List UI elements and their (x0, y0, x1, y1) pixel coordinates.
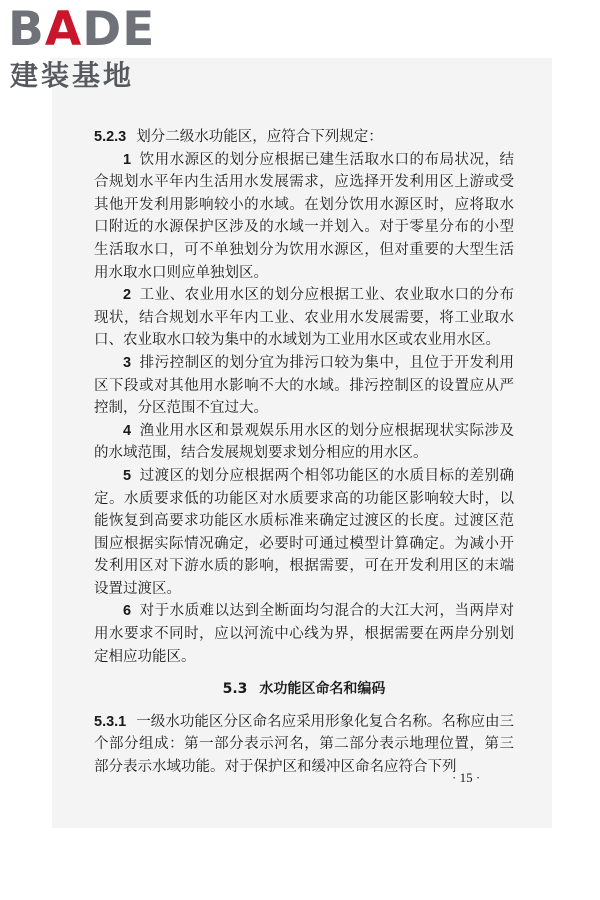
item-text: 饮用水源区的划分应根据已建生活取水口的布局状况，结合规划水平年内生活用水发展需求，应选择开发利用区上游或受其他开发利用影响较小的水域。在划分饮用水源区时，应将取水口附近的水源保护区涉及的水域一并划入。对于零星分布的小型生活取水口，可不单独划分为饮用水源区，但对重要的大型生活用水取水口则应单独划区。 (94, 151, 514, 281)
list-item-4 (94, 420, 514, 465)
logo-letters-de: DE (82, 2, 156, 57)
logo-letter-b: B (8, 2, 45, 57)
item-text: 排污控制区的划分宜为排污口较为集中，且位于开发利用区下段或对其他用水影响不大的水域。排污控制区的设置应从严控制，分区范围不宜过大。 (94, 354, 514, 417)
section-heading-5-3 (94, 678, 514, 701)
item-text: 过渡区的划分应根据两个相邻功能区的水质目标的差别确定。水质要求低的功能区对水质要求高的功能区影响较大时，以能恢复到高要求功能区水质标准来确定过渡区的长度。过渡区范围应根据实际情况确定，必要时可通过模型计算确定。为减小开发利用区对下游水质的影响，根据需要，可在开发利用区的末端设置过渡区。 (94, 467, 514, 597)
page-number: · 15 · (452, 770, 481, 785)
list-item-1 (94, 149, 514, 285)
list-item-3 (94, 352, 514, 420)
section-title: 水功能区命名和编码 (259, 681, 386, 698)
clause-number: 5.3.1 (94, 713, 127, 730)
clause-number: 5.2.3 (94, 129, 127, 145)
item-number: 4 (123, 422, 132, 439)
item-text: 对于水质难以达到全断面均匀混合的大江大河，当两岸对用水要求不同时，应以河流中心线为界，根据需要在两岸分别划定相应功能区。 (94, 603, 514, 665)
item-text: 工业、农业用水区的划分应根据工业、农业取水口的分布现状，结合规划水平年内工业、农业用水发展需要，将工业取水口、农业取水口较为集中的水域划为工业用水区或农业用水区。 (94, 287, 514, 349)
clause-5-2-3 (94, 126, 514, 149)
item-number: 2 (123, 287, 132, 304)
item-text: 渔业用水区和景观娱乐用水区的划分应根据现状实际涉及的水域范围，结合发展规划要求划分相应的用水区。 (94, 422, 514, 462)
list-item-6 (94, 600, 514, 668)
clause-text: 一级水功能区分区命名应采用形象化复合名称。名称应由三个部分组成：第一部分表示河名，第二部分表示地理位置，第三部分表示水域功能。对于保护区和缓冲区命名应符合下列 (94, 713, 514, 776)
logo-wordmark (8, 4, 155, 56)
item-number: 6 (123, 603, 132, 620)
list-item-5 (94, 465, 514, 601)
document-body (94, 126, 514, 779)
clause-text: 划分二级水功能区，应符合下列规定： (136, 129, 383, 145)
list-item-2 (94, 284, 514, 352)
clause-5-3-1 (94, 711, 514, 779)
section-number: 5.3 (222, 681, 248, 698)
item-number: 1 (123, 151, 132, 168)
item-number: 5 (123, 467, 132, 484)
brand-logo (8, 4, 178, 96)
logo-subtitle: 建装基地 (10, 59, 135, 92)
item-number: 3 (123, 354, 132, 371)
logo-letter-a: A (44, 2, 83, 57)
